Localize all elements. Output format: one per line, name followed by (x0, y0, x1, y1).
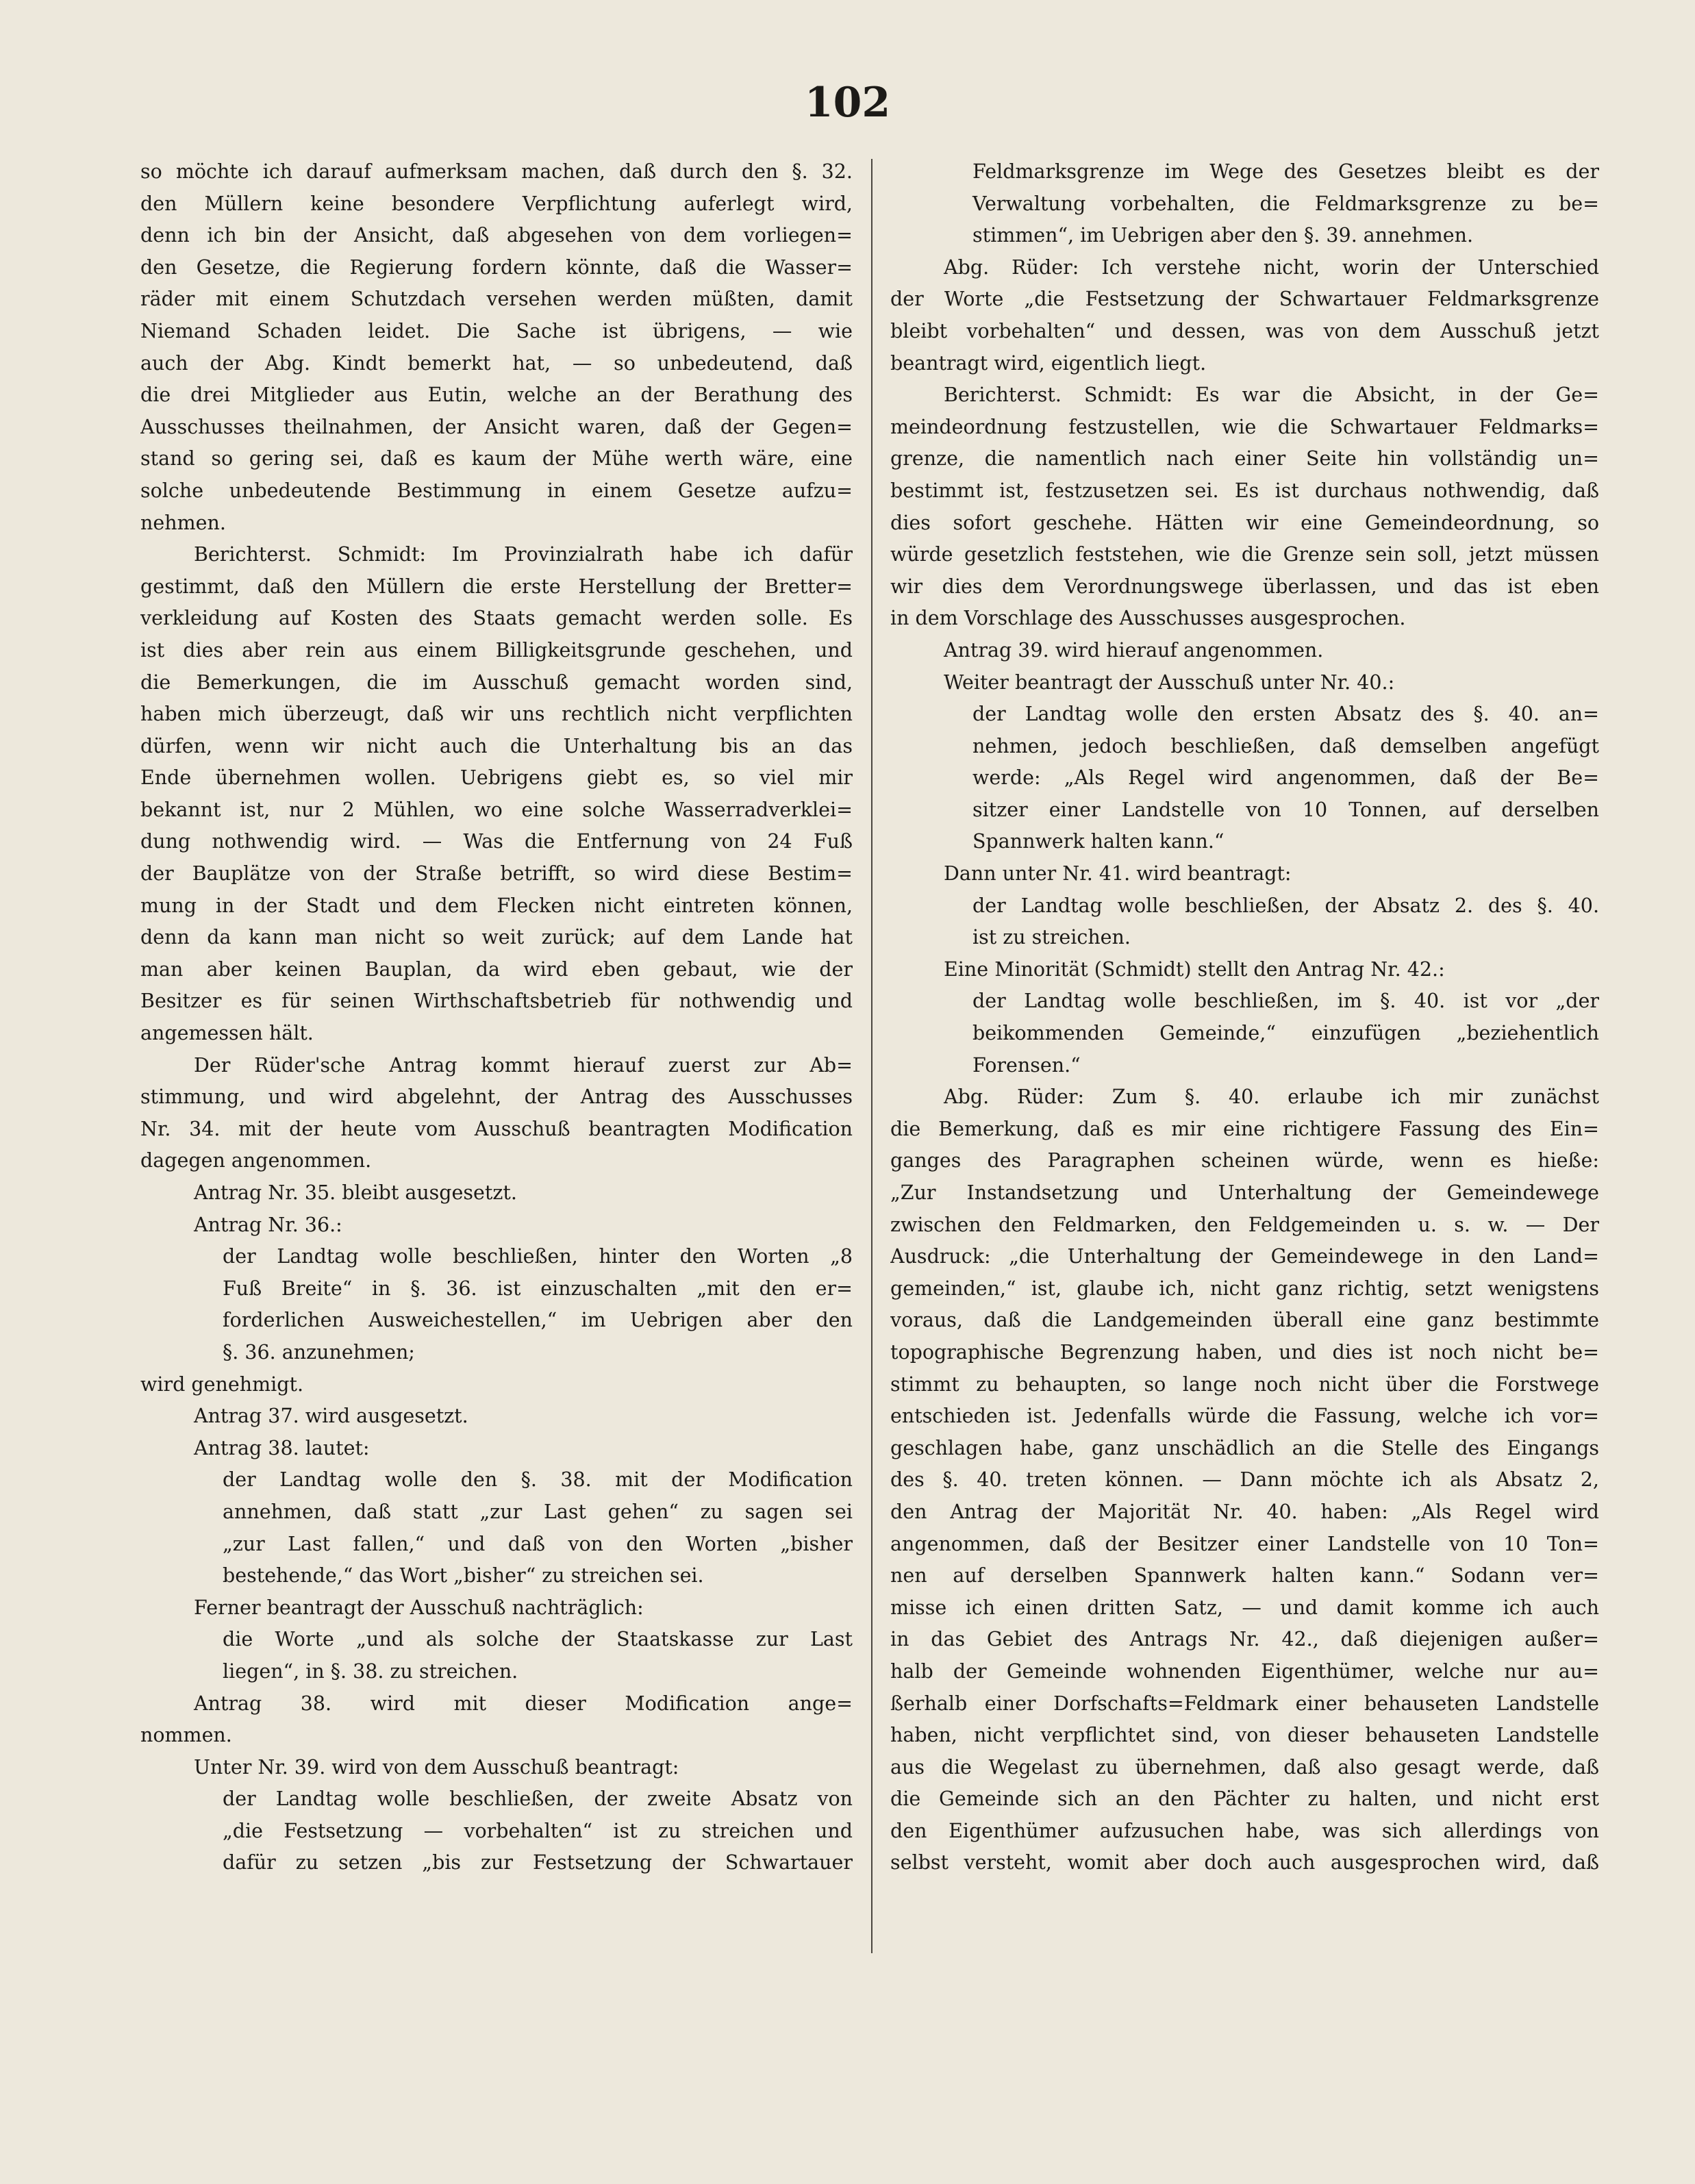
text-line: „die Festsetzung — vorbehalten“ ist zu streichen und (223, 1819, 853, 1842)
text-line: Eine Minorität (Schmidt) stellt den Antrag Nr. 42.: (944, 957, 1445, 981)
text-line: ganges des Paragraphen scheinen würde, wenn es hieße: (890, 1149, 1599, 1172)
text-line: Dann unter Nr. 41. wird beantragt: (944, 862, 1292, 886)
text-line: Ausdruck: „die Unterhaltung der Gemeindewege in den Land= (890, 1245, 1599, 1268)
text-line: halb der Gemeinde wohnenden Eigenthümer, welche nur au= (890, 1659, 1599, 1683)
text-line: Ferner beantragt der Ausschuß nachträglich: (194, 1596, 644, 1619)
text-line: stimmen“, im Uebrigen aber den §. 39. annehmen. (972, 224, 1474, 247)
column-rule (871, 159, 872, 1953)
text-line: Feldmarksgrenze im Wege des Gesetzes bleibt es der (972, 160, 1599, 183)
text-line: den Gesetze, die Regierung fordern könnte, daß die Wasser= (140, 255, 853, 279)
text-line: wir dies dem Verordnungswege überlassen, und das ist eben (890, 575, 1599, 598)
text-line: ist zu streichen. (972, 926, 1131, 949)
text-line: beikommenden Gemeinde,“ einzufügen „beziehentlich (972, 1022, 1599, 1045)
text-line: dafür zu setzen „bis zur Festsetzung der Schwartauer (223, 1851, 853, 1874)
text-line: werde: „Als Regel wird angenommen, daß der Be= (972, 766, 1599, 790)
text-line: gemeinden,“ ist, glaube ich, nicht ganz richtig, setzt wenigstens (890, 1277, 1599, 1300)
text-line: in das Gebiet des Antrags Nr. 42., daß diejenigen außer= (890, 1628, 1599, 1651)
text-line: sitzer einer Landstelle von 10 Tonnen, auf derselben (972, 798, 1599, 821)
text-line: Antrag Nr. 35. bleibt ausgesetzt. (194, 1181, 517, 1204)
text-line: solche unbedeutende Bestimmung in einem Gesetze aufzu= (140, 479, 853, 502)
text-line: die Bemerkungen, die im Ausschuß gemacht worden sind, (140, 670, 853, 694)
text-line: liegen“, in §. 38. zu streichen. (223, 1659, 518, 1683)
text-line: Forensen.“ (972, 1053, 1081, 1077)
text-line: haben mich überzeugt, daß wir uns rechtlich nicht verpflichten (140, 703, 853, 726)
text-line: Der Rüder'sche Antrag kommt hierauf zuerst zur Ab= (194, 1053, 853, 1077)
text-line: dagegen angenommen. (140, 1149, 372, 1172)
text-line: in dem Vorschlage des Ausschusses ausgesprochen. (890, 607, 1406, 630)
left-column (140, 156, 853, 1879)
text-line: Antrag 37. wird ausgesetzt. (194, 1405, 468, 1428)
text-line: angemessen hält. (140, 1022, 314, 1045)
text-line: so möchte ich darauf aufmerksam machen, daß durch den §. 32. (140, 160, 853, 183)
text-line: „Zur Instandsetzung und Unterhaltung der Gemeindewege (890, 1181, 1599, 1204)
text-line: wird genehmigt. (140, 1372, 304, 1396)
text-line: denn ich bin der Ansicht, daß abgesehen von dem vorliegen= (140, 224, 853, 247)
text-line: mung in der Stadt und dem Flecken nicht eintreten können, (140, 894, 853, 917)
text-line: auch der Abg. Kindt bemerkt hat, — so unbedeutend, daß (140, 351, 853, 375)
text-line: bleibt vorbehalten“ und dessen, was von dem Ausschuß jetzt (890, 319, 1599, 342)
text-line: zwischen den Feldmarken, den Feldgemeinden u. s. w. — Der (890, 1213, 1599, 1236)
text-line: bestimmt ist, festzusetzen sei. Es ist durchaus nothwendig, daß (890, 479, 1599, 502)
text-line: Ausschusses theilnahmen, der Ansicht waren, daß der Gegen= (140, 415, 853, 438)
text-line: aus die Wegelast zu übernehmen, daß also gesagt werde, daß (890, 1755, 1599, 1779)
text-line: annehmen, daß statt „zur Last gehen“ zu sagen sei (223, 1500, 853, 1523)
text-line: der Landtag wolle beschließen, im §. 40. ist vor „der (972, 990, 1599, 1013)
text-line: selbst versteht, womit aber doch auch ausgesprochen wird, daß (890, 1851, 1599, 1874)
text-line: Antrag 38. lautet: (194, 1436, 370, 1459)
text-line: geschlagen habe, ganz unschädlich an die Stelle des Eingangs (890, 1436, 1599, 1459)
text-line: die Worte „und als solche der Staatskasse zur Last (223, 1628, 853, 1651)
text-line: „zur Last fallen,“ und daß von den Worten „bisher (223, 1532, 853, 1555)
text-line: Niemand Schaden leidet. Die Sache ist übrigens, — wie (140, 319, 853, 342)
text-line: Abg. Rüder: Ich verstehe nicht, worin der Unterschied (944, 255, 1599, 279)
text-line: die Bemerkung, daß es mir eine richtigere Fassung des Ein= (890, 1117, 1599, 1140)
text-line: denn da kann man nicht so weit zurück; auf dem Lande hat (140, 926, 853, 949)
text-line: topographische Begrenzung haben, und dies ist noch nicht be= (890, 1340, 1599, 1364)
text-line: angenommen, daß der Besitzer einer Landstelle von 10 Ton= (890, 1532, 1599, 1555)
text-line: gestimmt, daß den Müllern die erste Herstellung der Bretter= (140, 575, 853, 598)
text-line: den Müllern keine besondere Verpflichtung auferlegt wird, (140, 192, 853, 215)
text-line: ist dies aber rein aus einem Billigkeitsgrunde geschehen, und (140, 638, 853, 662)
text-line: meindeordnung festzustellen, wie die Schwartauer Feldmarks= (890, 415, 1599, 438)
text-line: Antrag 39. wird hierauf angenommen. (944, 638, 1324, 662)
text-line: Berichterst. Schmidt: Im Provinzialrath habe ich dafür (194, 543, 853, 566)
text-line: stimmt zu behaupten, so lange noch nicht über die Forstwege (890, 1372, 1599, 1396)
text-line: Verwaltung vorbehalten, die Feldmarksgrenze zu be= (972, 192, 1599, 215)
text-line: der Worte „die Festsetzung der Schwartauer Feldmarksgrenze (890, 288, 1599, 311)
text-line: beantragt wird, eigentlich liegt. (890, 351, 1207, 375)
text-line: grenze, die namentlich nach einer Seite hin vollständig un= (890, 447, 1599, 470)
text-line: der Bauplätze von der Straße betrifft, so wird diese Bestim= (140, 862, 853, 886)
text-line: die Gemeinde sich an den Pächter zu halten, und nicht erst (890, 1787, 1599, 1811)
text-line: der Landtag wolle beschließen, der zweite Absatz von (223, 1787, 853, 1811)
text-line: verkleidung auf Kosten des Staats gemacht werden solle. Es (140, 607, 853, 630)
text-line: stand so gering sei, daß es kaum der Mühe werth wäre, eine (140, 447, 853, 470)
text-line: Abg. Rüder: Zum §. 40. erlaube ich mir zunächst (944, 1085, 1599, 1109)
text-line: den Eigenthümer aufzusuchen habe, was sich allerdings von (890, 1819, 1599, 1842)
text-line: haben, nicht verpflichtet sind, von dieser behauseten Landstelle (890, 1724, 1599, 1747)
text-line: Fuß Breite“ in §. 36. ist einzuschalten „mit den er= (223, 1277, 853, 1300)
text-line: misse ich einen dritten Satz, — und damit komme ich auch (890, 1596, 1599, 1619)
text-line: Antrag Nr. 36.: (194, 1213, 342, 1236)
text-line: der Landtag wolle den ersten Absatz des §. 40. an= (972, 703, 1599, 726)
text-line: nommen. (140, 1724, 232, 1747)
text-line: entschieden ist. Jedenfalls würde die Fassung, welche ich vor= (890, 1405, 1599, 1428)
text-line: würde gesetzlich feststehen, wie die Grenze sein soll, jetzt müssen (890, 543, 1599, 566)
text-line: Ende übernehmen wollen. Uebrigens giebt es, so viel mir (140, 766, 853, 790)
text-line: den Antrag der Majorität Nr. 40. haben: „Als Regel wird (890, 1500, 1599, 1523)
text-line: nen auf derselben Spannwerk halten kann.“ Sodann ver= (890, 1564, 1599, 1587)
text-line: Unter Nr. 39. wird von dem Ausschuß beantragt: (194, 1755, 679, 1779)
page-number: 102 (804, 79, 891, 127)
text-line: der Landtag wolle beschließen, hinter den Worten „8 (223, 1245, 853, 1268)
text-line: Berichterst. Schmidt: Es war die Absicht, in der Ge= (944, 384, 1599, 407)
text-line: dies sofort geschehe. Hätten wir eine Gemeindeordnung, so (890, 511, 1599, 534)
text-line: dürfen, wenn wir nicht auch die Unterhaltung bis an das (140, 734, 853, 757)
text-line: des §. 40. treten können. — Dann möchte ich als Absatz 2, (890, 1468, 1599, 1492)
text-line: Spannwerk halten kann.“ (972, 830, 1225, 853)
text-line: Antrag 38. wird mit dieser Modification ange= (194, 1692, 853, 1715)
text-line: Besitzer es für seinen Wirthschaftsbetrieb für nothwendig und (140, 990, 853, 1013)
text-line: ßerhalb einer Dorfschafts=Feldmark einer behauseten Landstelle (890, 1692, 1599, 1715)
text-line: bekannt ist, nur 2 Mühlen, wo eine solche Wasserradverklei= (140, 798, 853, 821)
text-line: forderlichen Ausweichestellen,“ im Uebrigen aber den (223, 1309, 853, 1332)
right-column (890, 156, 1599, 1879)
text-line: Nr. 34. mit der heute vom Ausschuß beantragten Modification (140, 1117, 853, 1140)
text-line: nehmen, jedoch beschließen, daß demselben angefügt (972, 734, 1599, 757)
text-line: man aber keinen Bauplan, da wird eben gebaut, wie der (140, 957, 853, 981)
text-line: räder mit einem Schutzdach versehen werden müßten, damit (140, 288, 853, 311)
text-line: Weiter beantragt der Ausschuß unter Nr. 40.: (944, 670, 1395, 694)
text-line: §. 36. anzunehmen; (223, 1340, 415, 1364)
text-line: stimmung, und wird abgelehnt, der Antrag des Ausschusses (140, 1085, 853, 1109)
text-line: dung nothwendig wird. — Was die Entfernung von 24 Fuß (140, 830, 853, 853)
text-line: nehmen. (140, 511, 226, 534)
text-line: der Landtag wolle beschließen, der Absatz 2. des §. 40. (972, 894, 1599, 917)
text-line: der Landtag wolle den §. 38. mit der Modification (223, 1468, 853, 1492)
text-line: voraus, daß die Landgemeinden überall eine ganz bestimmte (890, 1309, 1599, 1332)
text-line: bestehende,“ das Wort „bisher“ zu streichen sei. (223, 1564, 704, 1587)
text-line: die drei Mitglieder aus Eutin, welche an der Berathung des (140, 384, 853, 407)
